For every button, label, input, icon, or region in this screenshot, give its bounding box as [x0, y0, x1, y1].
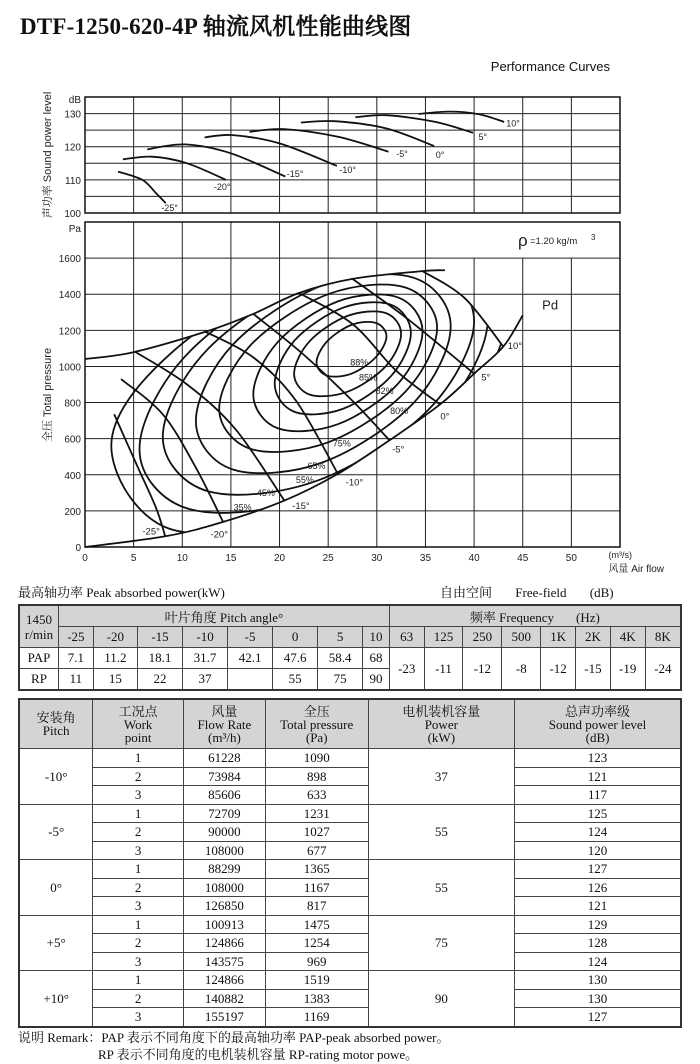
work-point-table: [18, 698, 682, 1028]
header-line: 风量: [211, 703, 238, 719]
total-pressure-cell: 1383: [265, 989, 368, 1008]
flow-rate-cell: 108000: [184, 841, 266, 860]
pitch-angle-cell: 0: [273, 627, 318, 648]
work-point-cell: 2: [93, 767, 184, 786]
sound-level-cell: 129: [515, 915, 681, 934]
x-axis-label: 风量 Air flow: [608, 564, 664, 575]
header-line: 电机装机容量: [402, 703, 481, 719]
pitch-cell: +10°: [19, 971, 93, 1027]
flow-rate-cell: 143575: [184, 952, 266, 971]
frequency-band-cell: 2K: [576, 627, 611, 648]
power-value-cell: [228, 669, 273, 691]
header-line: (dB): [585, 729, 610, 745]
x-tick-label: 40: [468, 553, 480, 564]
flow-rate-cell: 108000: [184, 878, 266, 897]
efficiency-label: 82%: [375, 385, 394, 396]
work-point-cell: 3: [93, 786, 184, 805]
sound-correction-cell: -12: [541, 648, 576, 691]
total-pressure-cell: 1169: [265, 1008, 368, 1027]
work-point-cell: 3: [93, 897, 184, 916]
pitch-label: -20°: [210, 529, 229, 541]
sound-level-cell: 128: [515, 934, 681, 953]
power-value-cell: 90: [363, 669, 390, 691]
power-value-cell: 7.1: [59, 648, 94, 669]
power-cell: 90: [368, 971, 515, 1027]
x-tick-label: 45: [517, 553, 529, 564]
y-unit-label: dB: [68, 95, 81, 106]
y-tick-label: 400: [64, 470, 81, 482]
efficiency-label: 45%: [256, 487, 275, 498]
sound-level-cell: 124: [515, 952, 681, 971]
efficiency-label: 88%: [350, 357, 369, 368]
pitch-angle-header: 叶片角度 Pitch angle°: [59, 605, 390, 627]
pitch-curve: [135, 352, 285, 501]
table-row: [19, 786, 681, 805]
curve-label: -15°: [286, 168, 304, 179]
curve-label: 0°: [435, 150, 445, 160]
pitch-curve: [114, 414, 165, 536]
table-row: [19, 915, 681, 934]
header-line: 全压: [303, 703, 330, 719]
remark-line-2: RP 表示不同角度的电机装机容量 RP-rating motor powe。: [98, 1047, 419, 1062]
total-pressure-cell: 677: [265, 841, 368, 860]
frequency-band-cell: 4K: [610, 627, 645, 648]
table-row: [19, 804, 681, 823]
curve-label: 5°: [478, 131, 488, 142]
header-line: 工况点: [118, 703, 158, 719]
total-pressure-cell: 1167: [265, 878, 368, 897]
speed-cell: [19, 605, 59, 648]
sound-correction-cell: -23: [389, 648, 424, 691]
sound-chart-frame: [85, 97, 620, 213]
free-field-cn: 自由空间: [440, 585, 493, 600]
free-field-caption: [440, 582, 614, 601]
pitch-angle-cell: 10: [363, 627, 390, 648]
speed-unit: r/min: [24, 626, 54, 642]
flow-rate-cell: 73984: [184, 767, 266, 786]
pitch-angle-cell: -10: [183, 627, 228, 648]
pressure-grid: [85, 222, 620, 547]
total-pressure-cell: 1475: [265, 915, 368, 934]
header-line: Pitch: [42, 723, 70, 738]
header-line: Total pressure: [280, 716, 354, 732]
pitch-cell: +5°: [19, 915, 93, 971]
sound-level-cell: 121: [515, 897, 681, 916]
flow-rate-cell: 61228: [184, 749, 266, 768]
pitch-label: -5°: [392, 444, 405, 456]
x-tick-label: 30: [371, 553, 383, 564]
performance-curves-label: Performance Curves: [490, 59, 610, 74]
work-table-header: [265, 699, 368, 749]
total-pressure-cell: 817: [265, 897, 368, 916]
pitch-curve: [423, 271, 504, 347]
curve-label: 10°: [506, 118, 520, 129]
sound-correction-cell: -12: [463, 648, 502, 691]
work-point-cell: 2: [93, 989, 184, 1008]
y-tick-label: 800: [64, 398, 81, 410]
pitch-cell: 0°: [19, 860, 93, 916]
curve-label: -5°: [396, 149, 408, 160]
power-value-cell: 22: [137, 669, 182, 691]
power-value-cell: 11.2: [93, 648, 137, 669]
sound-level-cell: 125: [515, 804, 681, 823]
power-frequency-table: [18, 604, 682, 691]
frequency-header-unit: (Hz): [576, 609, 600, 625]
y-tick-label: 130: [64, 109, 81, 121]
flow-rate-cell: 90000: [184, 823, 266, 842]
y-tick-label: 1200: [58, 326, 81, 338]
pressure-chart-frame: [85, 222, 620, 547]
pitch-angle-cell: -25: [59, 627, 94, 648]
x-tick-label: 10: [176, 553, 188, 564]
table-row: [19, 823, 681, 842]
sound-curve: [147, 144, 285, 176]
density-exponent: 3: [591, 233, 596, 242]
header-line: (Pa): [305, 729, 328, 745]
sound-level-cell: 127: [515, 860, 681, 879]
power-value-cell: 68: [363, 648, 390, 669]
power-value-cell: 31.7: [183, 648, 228, 669]
total-pressure-cell: 1519: [265, 971, 368, 990]
y-axis-label: 全压 Total pressure: [42, 347, 54, 443]
header-line: (kW): [427, 729, 456, 745]
total-pressure-cell: 898: [265, 767, 368, 786]
total-pressure-cell: 1090: [265, 749, 368, 768]
work-point-cell: 1: [93, 860, 184, 879]
work-point-cell: 3: [93, 841, 184, 860]
power-table-caption: 最高轴功率 Peak absorbed power(kW): [18, 585, 225, 600]
frequency-band-cell: 500: [502, 627, 541, 648]
x-unit-label: (m³/s): [608, 550, 632, 560]
power-cell: 55: [368, 804, 515, 860]
pitch-label: -25°: [142, 526, 160, 538]
total-pressure-cell: 633: [265, 786, 368, 805]
flow-rate-cell: 88299: [184, 860, 266, 879]
flow-rate-cell: 155197: [184, 1008, 266, 1027]
work-point-cell: 1: [93, 971, 184, 990]
sound-correction-cell: -15: [576, 648, 611, 691]
power-value-cell: 15: [93, 669, 137, 691]
sound-level-cell: 127: [515, 1008, 681, 1027]
pitch-cell: -10°: [19, 749, 93, 805]
power-value-cell: 42.1: [228, 648, 273, 669]
work-point-cell: 3: [93, 1008, 184, 1027]
frequency-band-cell: 63: [389, 627, 424, 648]
speed-value: 1450: [26, 611, 52, 627]
pitch-angle-cell: 5: [318, 627, 363, 648]
x-tick-label: 15: [225, 553, 237, 564]
work-point-cell: 1: [93, 804, 184, 823]
sound-level-cell: 130: [515, 989, 681, 1008]
work-table-header: [93, 699, 184, 749]
y-unit-label: Pa: [68, 224, 81, 235]
y-tick-label: 1000: [58, 362, 81, 374]
remark-line-1: 说明 Remark：PAP 表示不同角度下的最高轴功率 PAP-peak absorbed power。: [18, 1030, 450, 1045]
frequency-header: [389, 605, 681, 627]
total-pressure-cell: 969: [265, 952, 368, 971]
pitch-label: 10°: [507, 341, 523, 353]
table-row: [19, 897, 681, 916]
header-line: Sound power level: [548, 716, 647, 732]
frequency-band-cell: 8K: [645, 627, 681, 648]
header-line: 总声功率级: [565, 703, 631, 719]
y-tick-label: 120: [64, 142, 81, 154]
sound-level-cell: 117: [515, 786, 681, 805]
table-row: [19, 989, 681, 1008]
pitch-angle-cell: -15: [137, 627, 182, 648]
pitch-label: 0°: [440, 411, 450, 423]
flow-rate-cell: 72709: [184, 804, 266, 823]
sound-level-cell: 124: [515, 823, 681, 842]
free-field-unit: (dB): [589, 585, 614, 600]
header-line: 安装角: [36, 710, 76, 725]
power-cell: 55: [368, 860, 515, 916]
pitch-label: -10°: [345, 477, 364, 489]
sound-correction-cell: -11: [424, 648, 463, 691]
pitch-angle-cell: -20: [93, 627, 137, 648]
x-tick-label: 35: [419, 553, 432, 564]
frequency-header-text: 频率 Frequency: [469, 609, 555, 625]
efficiency-label: 75%: [332, 438, 351, 449]
efficiency-contour: [294, 311, 401, 396]
power-value-cell: 58.4: [318, 648, 363, 669]
curve-label: -25°: [161, 203, 178, 214]
sound-level-cell: 121: [515, 767, 681, 786]
sound-level-cell: 123: [515, 749, 681, 768]
flow-rate-cell: 100913: [184, 915, 266, 934]
flow-rate-cell: 140882: [184, 989, 266, 1008]
total-pressure-cell: 1231: [265, 804, 368, 823]
work-table-header: [515, 699, 681, 749]
header-line: point: [124, 729, 152, 745]
sound-correction-cell: -19: [610, 648, 645, 691]
table-row: [19, 749, 681, 768]
free-field-en: Free-field: [515, 585, 567, 600]
header-line: Flow Rate: [197, 716, 252, 732]
power-value-cell: 75: [318, 669, 363, 691]
row-label-rp: RP: [19, 669, 59, 691]
work-point-cell: 2: [93, 878, 184, 897]
efficiency-contour: [275, 302, 411, 414]
pitch-label: 5°: [481, 372, 491, 384]
power-value-cell: 37: [183, 669, 228, 691]
frequency-band-cell: 1K: [541, 627, 576, 648]
sound-correction-cell: -8: [502, 648, 541, 691]
sound-curve: [205, 135, 337, 166]
header-line: Work: [123, 716, 153, 732]
y-tick-label: 1600: [58, 254, 81, 266]
sound-curve: [123, 157, 226, 180]
total-pressure-cell: 1027: [265, 823, 368, 842]
pitch-curve: [353, 279, 475, 374]
y-tick-label: 0: [75, 543, 81, 554]
pitch-angle-cell: -5: [228, 627, 273, 648]
power-value-cell: 11: [59, 669, 94, 691]
y-tick-label: 200: [64, 506, 81, 518]
curve-label: -10°: [339, 164, 356, 175]
table-row: [19, 934, 681, 953]
power-cell: 75: [368, 915, 515, 971]
total-pressure-cell: 1254: [265, 934, 368, 953]
power-cell: 37: [368, 749, 515, 805]
power-value-cell: 18.1: [137, 648, 182, 669]
work-point-cell: 3: [93, 952, 184, 971]
density-label: =1.20 kg/m: [530, 236, 578, 247]
work-point-cell: 1: [93, 749, 184, 768]
work-point-cell: 2: [93, 823, 184, 842]
flow-rate-cell: 126850: [184, 897, 266, 916]
page-title: DTF-1250-620-4P 轴流风机性能曲线图: [20, 14, 412, 39]
y-axis-label: 声功率 Sound power level: [42, 91, 54, 219]
work-table-header: [184, 699, 266, 749]
pd-label: Pd: [542, 297, 559, 313]
table-row: [19, 860, 681, 879]
power-value-cell: 55: [273, 669, 318, 691]
y-tick-label: 110: [65, 175, 81, 187]
frequency-band-cell: 250: [463, 627, 502, 648]
y-tick-label: 100: [64, 209, 81, 220]
efficiency-label: 65%: [307, 461, 326, 472]
sound-grid: [85, 97, 620, 213]
header-line: (m³/h): [208, 729, 241, 745]
y-tick-label: 600: [64, 434, 81, 446]
work-table-header: [19, 699, 93, 749]
x-tick-label: 20: [273, 553, 286, 564]
table-row: [19, 767, 681, 786]
pitch-cell: -5°: [19, 804, 93, 860]
x-tick-label: 5: [130, 553, 137, 564]
work-point-cell: 1: [93, 915, 184, 934]
efficiency-label: 80%: [390, 405, 409, 416]
sound-correction-cell: -24: [645, 648, 681, 691]
flow-rate-cell: 124866: [184, 934, 266, 953]
x-tick-label: 50: [565, 553, 577, 564]
sound-level-cell: 120: [515, 841, 681, 860]
sound-level-cell: 130: [515, 971, 681, 990]
y-tick-label: 1400: [58, 290, 81, 302]
table-row: [19, 1008, 681, 1027]
header-line: Power: [424, 716, 458, 732]
power-value-cell: 47.6: [273, 648, 318, 669]
total-pressure-cell: 1365: [265, 860, 368, 879]
table-row: [19, 878, 681, 897]
efficiency-label: 55%: [295, 475, 314, 486]
flow-rate-cell: 85606: [184, 786, 266, 805]
sound-level-cell: 126: [515, 878, 681, 897]
table-row: [19, 971, 681, 990]
flow-rate-cell: 124866: [184, 971, 266, 990]
density-symbol: ρ: [518, 231, 528, 250]
row-label-pap: PAP: [19, 648, 59, 669]
sound-curve: [118, 172, 166, 204]
pitch-label: -15°: [292, 501, 310, 513]
x-tick-label: 25: [322, 553, 334, 564]
efficiency-label: 35%: [233, 502, 252, 513]
efficiency-label: 85%: [359, 372, 378, 383]
work-point-cell: 2: [93, 934, 184, 953]
table-row: [19, 952, 681, 971]
x-tick-label: 0: [82, 553, 88, 564]
work-table-header: [368, 699, 515, 749]
frequency-band-cell: 125: [424, 627, 463, 648]
curve-label: -20°: [213, 182, 231, 193]
table-row: [19, 841, 681, 860]
